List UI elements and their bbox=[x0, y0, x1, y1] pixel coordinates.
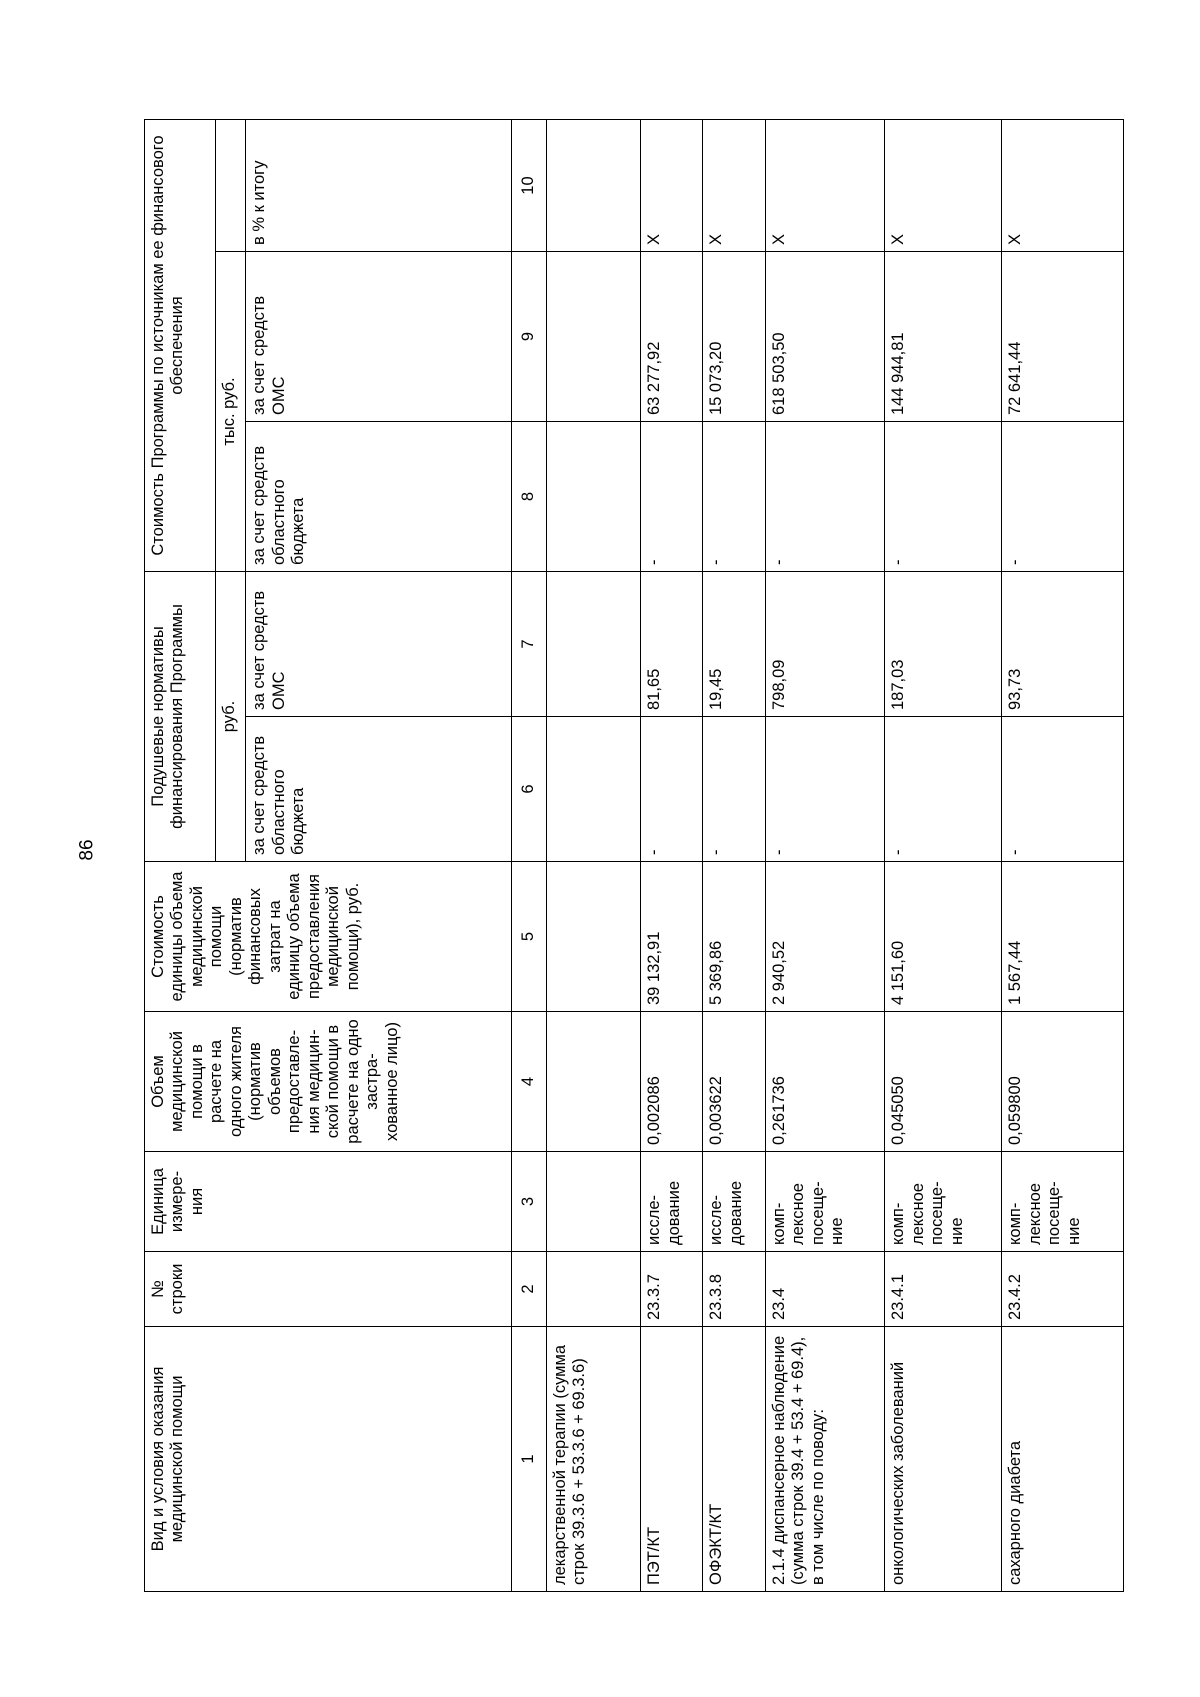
header-service-type: Вид и условия оказания медицинской помощи bbox=[145, 1327, 512, 1592]
table-row bbox=[1002, 120, 1124, 1592]
row-budget-cost: - bbox=[1002, 422, 1124, 572]
header-empty-cell bbox=[215, 120, 246, 252]
header-cost-budget: за счет средств областного бюджета bbox=[246, 422, 512, 572]
table-row bbox=[885, 120, 1002, 1592]
column-number: 7 bbox=[512, 572, 547, 717]
header-unit-thousand-rub: тыс. руб. bbox=[215, 252, 246, 572]
row-oms-cost: 618 503,50 bbox=[765, 252, 884, 422]
header-percent-total: в % к итогу bbox=[246, 120, 512, 252]
row-line-number: 23.4.1 bbox=[885, 1252, 1002, 1327]
row-unit-cost: 1 567,44 bbox=[1002, 862, 1124, 1012]
row-oms-norm bbox=[546, 572, 640, 717]
row-oms-cost: 72 641,44 bbox=[1002, 252, 1124, 422]
row-oms-norm: 798,09 bbox=[765, 572, 884, 717]
table-row bbox=[703, 120, 766, 1592]
header-line-number: № строки bbox=[145, 1252, 512, 1327]
column-number: 3 bbox=[512, 1152, 547, 1252]
table-row bbox=[641, 120, 703, 1592]
row-budget-norm: - bbox=[641, 717, 703, 862]
row-service-name: сахарного диабета bbox=[1002, 1327, 1124, 1592]
header-norm-budget: за счет средств областного бюджета bbox=[246, 717, 512, 862]
row-unit-cost: 4 151,60 bbox=[885, 862, 1002, 1012]
column-number: 4 bbox=[512, 1012, 547, 1152]
row-budget-cost: - bbox=[885, 422, 1002, 572]
row-budget-cost: - bbox=[641, 422, 703, 572]
row-percent: X bbox=[1002, 120, 1124, 252]
row-unit: иссле-дование bbox=[641, 1152, 703, 1252]
column-number: 6 bbox=[512, 717, 547, 862]
row-volume: 0,002086 bbox=[641, 1012, 703, 1152]
row-percent: X bbox=[641, 120, 703, 252]
row-percent: X bbox=[885, 120, 1002, 252]
row-unit-cost: 39 132,91 bbox=[641, 862, 703, 1012]
row-volume: 0,261736 bbox=[765, 1012, 884, 1152]
row-oms-norm: 93,73 bbox=[1002, 572, 1124, 717]
row-line-number: 23.4 bbox=[765, 1252, 884, 1327]
header-volume: Объем медицинской помощи в расчете на одного жителя (норматив объемов предоставле-ния медицин-ской помощи в расчете на одно застра-хованное лицо) bbox=[145, 1012, 512, 1152]
row-budget-cost: - bbox=[703, 422, 766, 572]
row-service-name: лекарственной терапии (сумма строк 39.3.6 + 53.3.6 + 69.3.6) bbox=[546, 1327, 640, 1592]
row-unit bbox=[546, 1152, 640, 1252]
row-budget-cost: - bbox=[765, 422, 884, 572]
row-volume: 0,059800 bbox=[1002, 1012, 1124, 1152]
row-volume bbox=[546, 1012, 640, 1152]
row-budget-norm bbox=[546, 717, 640, 862]
rotated-table-container bbox=[144, 120, 1124, 1592]
column-number: 5 bbox=[512, 862, 547, 1012]
row-line-number: 23.4.2 bbox=[1002, 1252, 1124, 1327]
header-program-cost: Стоимость Программы по источникам ее финансового обеспечения bbox=[145, 120, 216, 572]
row-oms-cost: 63 277,92 bbox=[641, 252, 703, 422]
column-number: 8 bbox=[512, 422, 547, 572]
row-percent: X bbox=[703, 120, 766, 252]
row-unit: комп-лексное посеще-ние bbox=[885, 1152, 1002, 1252]
header-row-1 bbox=[145, 120, 216, 1592]
row-budget-cost bbox=[546, 422, 640, 572]
column-number: 1 bbox=[512, 1327, 547, 1592]
row-unit-cost: 2 940,52 bbox=[765, 862, 884, 1012]
table-row bbox=[765, 120, 884, 1592]
header-per-capita-norms: Подушевые нормативы финансирования Программы bbox=[145, 572, 216, 862]
row-oms-cost bbox=[546, 252, 640, 422]
row-oms-cost: 144 944,81 bbox=[885, 252, 1002, 422]
row-budget-norm: - bbox=[765, 717, 884, 862]
row-service-name: онкологических заболеваний bbox=[885, 1327, 1002, 1592]
row-line-number: 23.3.8 bbox=[703, 1252, 766, 1327]
column-number: 2 bbox=[512, 1252, 547, 1327]
row-line-number bbox=[546, 1252, 640, 1327]
header-norm-oms: за счет средств ОМС bbox=[246, 572, 512, 717]
table-row bbox=[546, 120, 640, 1592]
row-unit-cost bbox=[546, 862, 640, 1012]
row-oms-norm: 81,65 bbox=[641, 572, 703, 717]
row-percent bbox=[546, 120, 640, 252]
row-unit-cost: 5 369,86 bbox=[703, 862, 766, 1012]
header-unit: Единица измере-ния bbox=[145, 1152, 512, 1252]
page-number: 86 bbox=[76, 839, 98, 861]
header-cost-oms: за счет средств ОМС bbox=[246, 252, 512, 422]
row-budget-norm: - bbox=[1002, 717, 1124, 862]
row-unit: комп-лексное посеще-ние bbox=[1002, 1152, 1124, 1252]
row-unit: иссле-дование bbox=[703, 1152, 766, 1252]
financing-table bbox=[144, 119, 1124, 1592]
row-budget-norm: - bbox=[885, 717, 1002, 862]
row-service-name: ОФЭКТ/КТ bbox=[703, 1327, 766, 1592]
column-number: 9 bbox=[512, 252, 547, 422]
header-unit-cost: Стоимость единицы объема медицинской помощи (норматив финансовых затрат на единицу объема предоставления медицинской помощи), руб. bbox=[145, 862, 512, 1012]
row-line-number: 23.3.7 bbox=[641, 1252, 703, 1327]
row-percent: X bbox=[765, 120, 884, 252]
row-unit: комп-лексное посеще-ние bbox=[765, 1152, 884, 1252]
header-unit-rub: руб. bbox=[215, 572, 246, 862]
row-service-name: 2.1.4 диспансерное наблюдение (сумма строк 39.4 + 53.4 + 69.4), в том числе по поводу: bbox=[765, 1327, 884, 1592]
row-oms-norm: 187,03 bbox=[885, 572, 1002, 717]
column-number-row bbox=[512, 120, 547, 1592]
row-service-name: ПЭТ/КТ bbox=[641, 1327, 703, 1592]
row-oms-norm: 19,45 bbox=[703, 572, 766, 717]
row-budget-norm: - bbox=[703, 717, 766, 862]
column-number: 10 bbox=[512, 120, 547, 252]
row-volume: 0,003622 bbox=[703, 1012, 766, 1152]
row-volume: 0,045050 bbox=[885, 1012, 1002, 1152]
row-oms-cost: 15 073,20 bbox=[703, 252, 766, 422]
